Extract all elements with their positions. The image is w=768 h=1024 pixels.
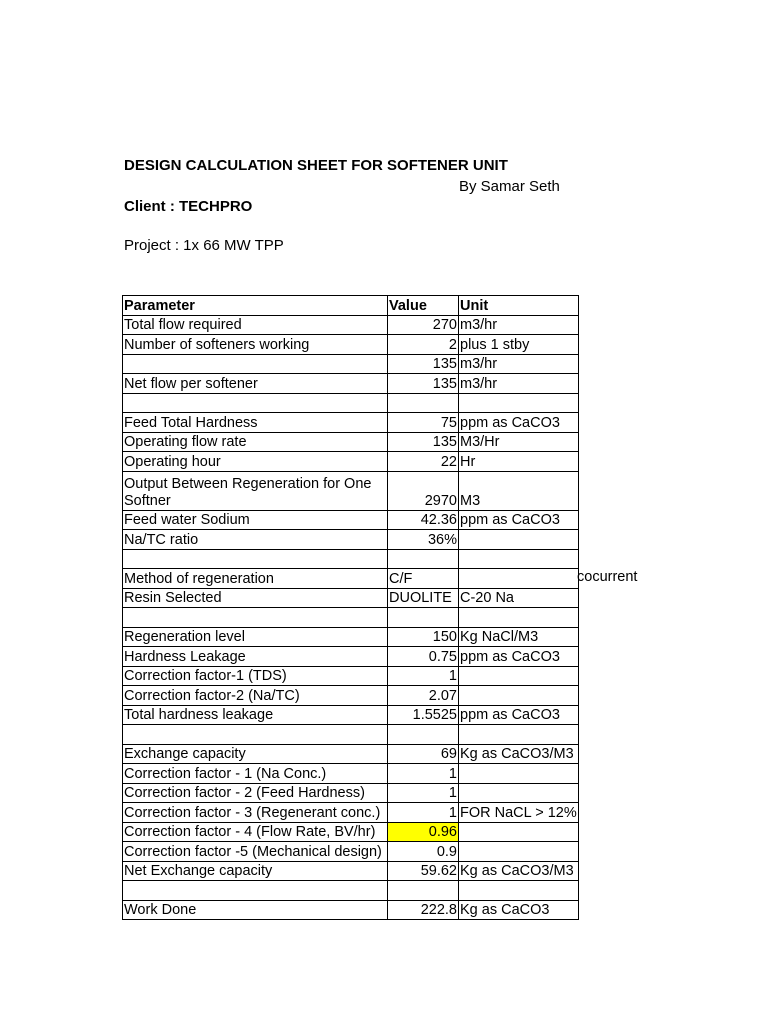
table-row bbox=[123, 569, 579, 589]
unit-cell bbox=[459, 783, 579, 803]
unit-cell: m3/hr bbox=[459, 374, 579, 394]
table-header-row bbox=[123, 296, 579, 316]
parameter-text: Correction factor -5 (Mechanical design) bbox=[124, 843, 382, 860]
sheet-title: DESIGN CALCULATION SHEET FOR SOFTENER UNIT bbox=[124, 157, 508, 174]
table-row bbox=[123, 881, 579, 901]
calculation-table bbox=[122, 295, 579, 920]
value-cell: 1 bbox=[388, 666, 459, 686]
unit-cell bbox=[459, 549, 579, 569]
table-row bbox=[123, 413, 579, 433]
value-cell: 69 bbox=[388, 744, 459, 764]
parameter-cell: Number of softeners working bbox=[123, 335, 388, 355]
value-cell: 75 bbox=[388, 413, 459, 433]
table-row bbox=[123, 822, 579, 842]
unit-cell bbox=[459, 666, 579, 686]
value-cell: 2 bbox=[388, 335, 459, 355]
parameter-cell: Hardness Leakage bbox=[123, 647, 388, 667]
value-cell: 2970 bbox=[388, 471, 459, 510]
highlighted-value-cell: 0.96 bbox=[388, 822, 459, 842]
value-cell bbox=[388, 725, 459, 745]
table-row bbox=[123, 335, 579, 355]
parameter-cell bbox=[123, 608, 388, 628]
table-row bbox=[123, 764, 579, 784]
parameter-cell: Na/TC ratio bbox=[123, 530, 388, 550]
parameter-cell bbox=[123, 725, 388, 745]
value-cell bbox=[388, 549, 459, 569]
unit-cell: Kg as CaCO3/M3 bbox=[459, 744, 579, 764]
table-row bbox=[123, 315, 579, 335]
value-cell: 150 bbox=[388, 627, 459, 647]
unit-cell: Kg NaCl/M3 bbox=[459, 627, 579, 647]
value-cell: 2.07 bbox=[388, 686, 459, 706]
unit-cell: ppm as CaCO3 bbox=[459, 413, 579, 433]
table-row bbox=[123, 647, 579, 667]
parameter-cell: Resin Selected bbox=[123, 588, 388, 608]
parameter-cell: Exchange capacity bbox=[123, 744, 388, 764]
value-cell: 270 bbox=[388, 315, 459, 335]
value-cell bbox=[388, 393, 459, 413]
column-header-value: Value bbox=[388, 296, 459, 316]
unit-cell bbox=[459, 608, 579, 628]
project-line: Project : 1x 66 MW TPP bbox=[124, 237, 284, 254]
table-row bbox=[123, 608, 579, 628]
parameter-cell: Net Exchange capacity bbox=[123, 861, 388, 881]
table-row bbox=[123, 705, 579, 725]
unit-cell bbox=[459, 881, 579, 901]
value-cell: 1.5525 bbox=[388, 705, 459, 725]
value-cell: 36% bbox=[388, 530, 459, 550]
value-cell: 135 bbox=[388, 374, 459, 394]
parameter-cell: Feed water Sodium bbox=[123, 510, 388, 530]
parameter-cell bbox=[123, 842, 388, 862]
parameter-cell: Total hardness leakage bbox=[123, 705, 388, 725]
unit-cell bbox=[459, 842, 579, 862]
table-row bbox=[123, 432, 579, 452]
table-row bbox=[123, 471, 579, 510]
unit-cell: FOR NaCL > 12% bbox=[460, 804, 577, 821]
table-row bbox=[123, 393, 579, 413]
parameter-cell: Correction factor - 3 (Regenerant conc.) bbox=[123, 803, 388, 823]
table-row bbox=[123, 725, 579, 745]
value-cell: 0.75 bbox=[388, 647, 459, 667]
value-cell bbox=[388, 608, 459, 628]
unit-cell: C-20 Na bbox=[459, 588, 579, 608]
parameter-cell: Feed Total Hardness bbox=[123, 413, 388, 433]
table-row bbox=[123, 783, 579, 803]
parameter-cell bbox=[123, 881, 388, 901]
value-cell: 59.62 bbox=[388, 861, 459, 881]
client-line: Client : TECHPRO bbox=[124, 198, 253, 215]
parameter-cell: Regeneration level bbox=[123, 627, 388, 647]
value-cell: 1 bbox=[388, 764, 459, 784]
parameter-cell: Output Between Regeneration for One Softner bbox=[123, 471, 388, 510]
parameter-cell: Correction factor-2 (Na/TC) bbox=[123, 686, 388, 706]
table-row bbox=[123, 354, 579, 374]
table-row bbox=[123, 530, 579, 550]
table-row bbox=[123, 549, 579, 569]
table-row bbox=[123, 374, 579, 394]
value-cell: 135 bbox=[388, 432, 459, 452]
parameter-cell: Correction factor - 4 (Flow Rate, BV/hr) bbox=[123, 822, 388, 842]
unit-cell bbox=[459, 725, 579, 745]
parameter-cell: Correction factor - 2 (Feed Hardness) bbox=[123, 783, 388, 803]
side-note: cocurrent bbox=[577, 569, 638, 585]
parameter-cell: Operating flow rate bbox=[123, 432, 388, 452]
unit-cell: ppm as CaCO3 bbox=[459, 705, 579, 725]
unit-cell: plus 1 stby bbox=[459, 335, 579, 355]
column-header-parameter: Parameter bbox=[123, 296, 388, 316]
unit-cell: ppm as CaCO3 bbox=[459, 647, 579, 667]
unit-cell: m3/hr bbox=[459, 315, 579, 335]
parameter-cell: Method of regeneration bbox=[123, 569, 388, 589]
value-cell: 0.9 bbox=[388, 842, 459, 862]
table-row bbox=[123, 627, 579, 647]
value-cell: DUOLITE bbox=[388, 588, 459, 608]
parameter-cell: Correction factor-1 (TDS) bbox=[123, 666, 388, 686]
unit-cell bbox=[459, 764, 579, 784]
column-header-unit: Unit bbox=[459, 296, 579, 316]
unit-cell: ppm as CaCO3 bbox=[459, 510, 579, 530]
parameter-cell: Operating hour bbox=[123, 452, 388, 472]
parameter-cell bbox=[123, 354, 388, 374]
table-row bbox=[123, 842, 579, 862]
unit-cell bbox=[459, 393, 579, 413]
value-cell: 135 bbox=[388, 354, 459, 374]
unit-cell bbox=[459, 569, 579, 589]
parameter-cell: Net flow per softener bbox=[123, 374, 388, 394]
parameter-cell: Total flow required bbox=[123, 315, 388, 335]
table-row bbox=[123, 666, 579, 686]
author-line: By Samar Seth bbox=[459, 178, 560, 195]
unit-cell bbox=[459, 822, 579, 842]
table-row bbox=[123, 744, 579, 764]
unit-cell: m3/hr bbox=[459, 354, 579, 374]
unit-cell: Kg as CaCO3 bbox=[459, 900, 579, 920]
value-cell: 222.8 bbox=[388, 900, 459, 920]
value-cell: C/F bbox=[388, 569, 459, 589]
parameter-cell bbox=[123, 549, 388, 569]
value-cell: 22 bbox=[388, 452, 459, 472]
table-row bbox=[123, 588, 579, 608]
parameter-cell bbox=[123, 393, 388, 413]
parameter-cell: Work Done bbox=[123, 900, 388, 920]
parameter-cell: Correction factor - 1 (Na Conc.) bbox=[123, 764, 388, 784]
unit-cell: Hr bbox=[459, 452, 579, 472]
unit-cell bbox=[459, 686, 579, 706]
table-row bbox=[123, 686, 579, 706]
value-cell: 1 bbox=[388, 783, 459, 803]
unit-cell bbox=[459, 530, 579, 550]
value-cell bbox=[388, 881, 459, 901]
table-row bbox=[123, 452, 579, 472]
table-row bbox=[123, 900, 579, 920]
table-row bbox=[123, 510, 579, 530]
table-row bbox=[123, 803, 579, 823]
table-row bbox=[123, 861, 579, 881]
value-cell: 1 bbox=[388, 803, 459, 823]
unit-cell: M3/Hr bbox=[459, 432, 579, 452]
value-cell: 42.36 bbox=[388, 510, 459, 530]
unit-cell: Kg as CaCO3/M3 bbox=[459, 861, 579, 881]
unit-cell: M3 bbox=[459, 471, 579, 510]
